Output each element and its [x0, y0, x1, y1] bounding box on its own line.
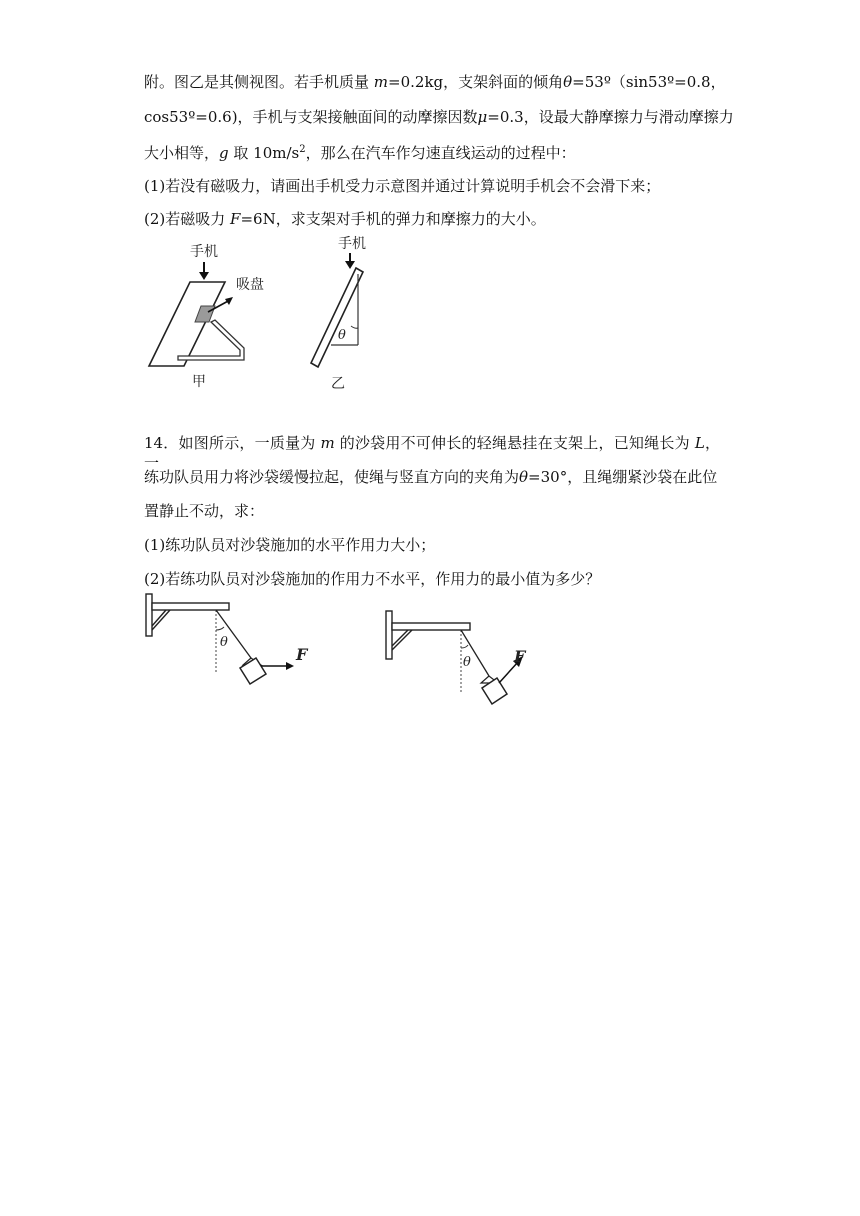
figure-caption-yi: 乙	[331, 376, 345, 392]
text-run: 附。图乙是其侧视图。若手机质量	[144, 73, 374, 91]
var-mu: μ	[477, 108, 488, 126]
text-run: =30°，且绳绷紧沙袋在此位	[528, 468, 718, 486]
q14-subquestion-2: (2)若练功队员对沙袋施加的作用力不水平，作用力的最小值为多少？	[144, 570, 601, 588]
sandbag	[240, 658, 266, 684]
text-run: 的沙袋用不可伸长的轻绳悬挂在支架上，已知绳长为	[334, 434, 695, 452]
q13-subquestion-1: (1)若没有磁吸力，请画出手机受力示意图并通过计算说明手机会不会滑下来；	[144, 177, 661, 195]
text-run: 14．如图所示，一质量为	[144, 434, 321, 452]
text-run: ，那么在汽车作匀速直线运动的过程中：	[305, 144, 576, 162]
force-label: F	[296, 645, 308, 664]
q14-text-line-3: 置静止不动，求：	[144, 502, 265, 520]
rope	[216, 610, 251, 658]
angle-arc	[461, 645, 468, 648]
phone-side-view	[311, 268, 363, 367]
text-run: ，一	[144, 434, 721, 472]
var-F: F	[230, 210, 241, 228]
text-run: =6N，求支架对手机的弹力和摩擦力的大小。	[240, 210, 546, 228]
var-theta: θ	[563, 73, 573, 91]
text-run: =0.3，设最大静摩擦力与滑动摩擦力	[487, 108, 734, 126]
q14-text-line-2	[144, 467, 717, 487]
theta-label: θ	[220, 635, 228, 650]
var-m: m	[320, 434, 335, 452]
theta-label: θ	[463, 655, 471, 670]
down-arrow-icon	[199, 262, 209, 280]
q14-subquestion-1: (1)练功队员对沙袋施加的水平作用力大小；	[144, 536, 436, 554]
text-run: =53º（sin53º=0.8，	[572, 73, 726, 91]
angle-arc	[216, 627, 224, 630]
theta-label: θ	[338, 328, 346, 343]
text-run: (2)若磁吸力	[144, 210, 231, 228]
figure-sandbag-horizontal	[140, 592, 330, 697]
wall-bracket	[386, 611, 470, 659]
force-arrow	[261, 662, 294, 670]
var-m: m	[373, 73, 389, 91]
superscript: 2	[299, 144, 306, 155]
text-run: 练功队员用力将沙袋缓慢拉起，使绳与竖直方向的夹角为	[144, 468, 520, 486]
down-arrow-icon	[345, 253, 355, 269]
q13-text-line-2	[144, 107, 734, 127]
var-theta: θ	[519, 468, 529, 486]
var-L: L	[694, 434, 705, 452]
text-run: 取 10m/s	[228, 144, 300, 162]
text-run: cos53º=0.6)，手机与支架接触面间的动摩擦因数	[144, 108, 478, 126]
var-g: g	[219, 144, 229, 162]
phone-label: 手机	[190, 244, 218, 260]
figure-sandbag-inclined	[380, 606, 540, 716]
sucker-label: 吸盘	[236, 277, 264, 293]
force-label: F	[514, 647, 526, 666]
q13-text-line-3	[144, 140, 576, 163]
figure-jia	[140, 236, 290, 396]
text-run: 大小相等，	[144, 144, 220, 162]
q13-text-line-1	[144, 72, 726, 92]
text-run: =0.2kg，支架斜面的倾角	[388, 73, 564, 91]
figure-caption-jia: 甲	[192, 374, 206, 390]
q13-subquestion-2	[144, 209, 546, 229]
sandbag	[481, 676, 507, 704]
figure-yi	[300, 230, 380, 395]
angle-arc	[351, 326, 358, 328]
phone-label: 手机	[338, 236, 366, 252]
